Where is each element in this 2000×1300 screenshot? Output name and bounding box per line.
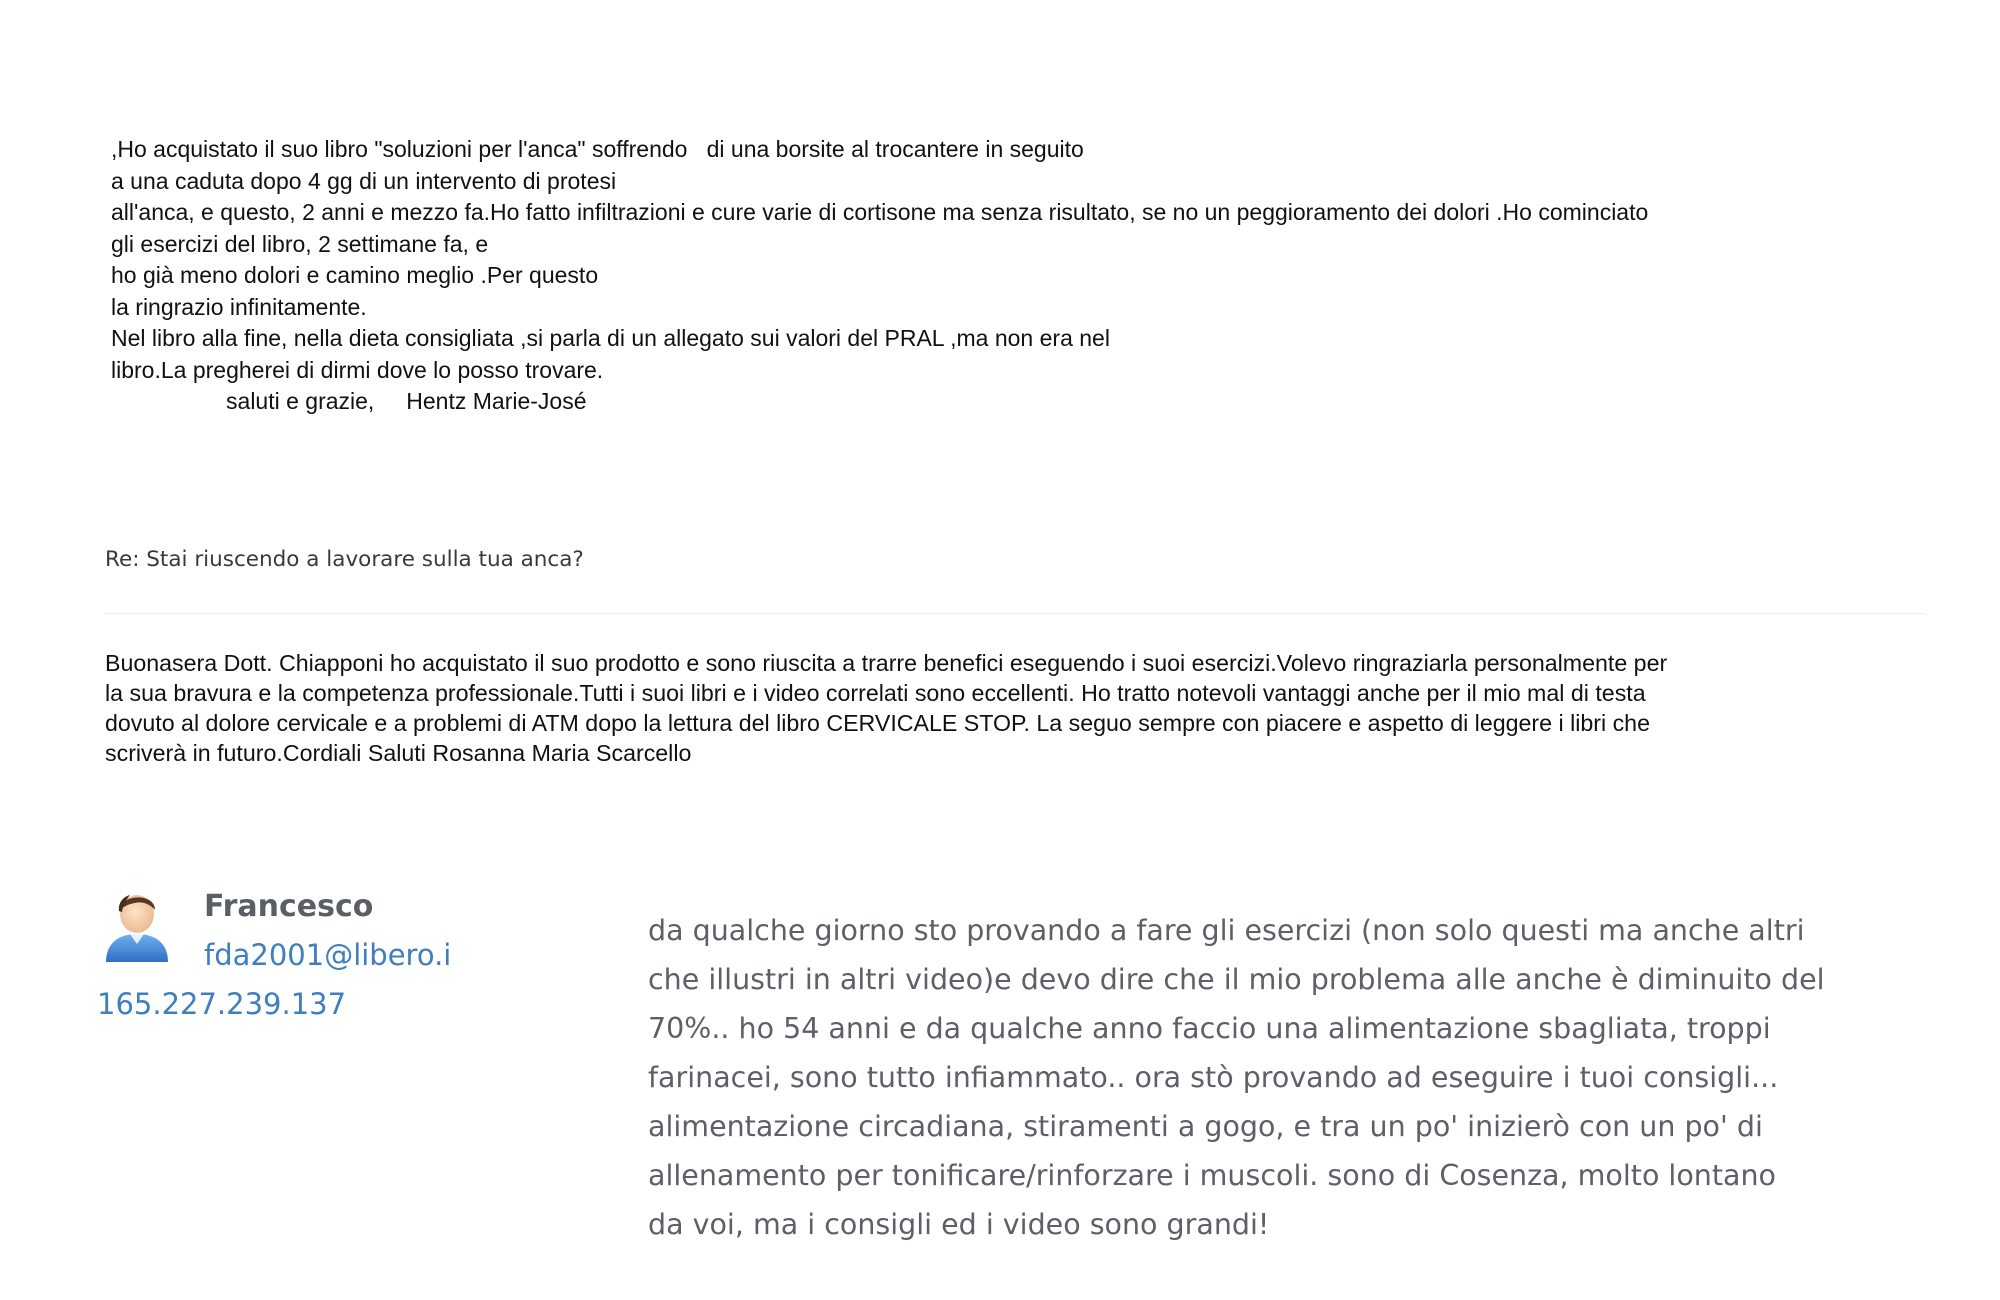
email-body: [105, 648, 1905, 768]
letter-line: Nel libro alla fine, nella dieta consigliata ,si parla di un allegato sui valori del PRAL ,ma non era nel: [111, 325, 1110, 351]
email-body-line: la sua bravura e la competenza professionale.Tutti i suoi libri e i video correlati sono eccellenti. Ho tratto notevoli vantaggi anche per il mio mal di testa: [105, 680, 1646, 706]
comment-line: che illustri in altri video)e devo dire che il mio problema alle anche è diminuito del: [648, 963, 1825, 996]
letter-line: ,Ho acquistato il suo libro "soluzioni per l'anca" soffrendo di una borsite al trocantere in seguito: [111, 136, 1084, 162]
letter-line: libro.La pregherei di dirmi dove lo posso trovare.: [111, 356, 604, 383]
user-avatar-icon: [102, 884, 172, 964]
letter-line: gli esercizi del libro, 2 settimane fa, e: [111, 230, 489, 257]
comment-line: allenamento per tonificare/rinforzare i muscoli. sono di Cosenza, molto lontano: [648, 1159, 1776, 1192]
letter-text: [111, 134, 1941, 418]
letter-line: ho già meno dolori e camino meglio .Per questo: [111, 262, 599, 288]
email-body-line: Buonasera Dott. Chiapponi ho acquistato il suo prodotto e sono riuscita a trarre benefici eseguendo i suoi esercizi.Volevo ringraziarla personalmente per: [105, 650, 1668, 676]
comment-line: farinacei, sono tutto infiammato.. ora stò provando ad eseguire i tuoi consigli...: [648, 1061, 1779, 1094]
comment-line: 70%.. ho 54 anni e da qualche anno faccio una alimentazione sbagliata, troppi: [648, 1012, 1771, 1045]
letter-line: all'anca, e questo, 2 anni e mezzo fa.Ho fatto infiltrazioni e cure varie di cortisone ma senza risultato, se no un peggioramento dei dolori .Ho cominciato: [111, 199, 1649, 225]
commenter-ip-link[interactable]: 165.227.239.137: [97, 987, 347, 1021]
email-subject: Re: Stai riuscendo a lavorare sulla tua anca?: [105, 547, 584, 572]
comment-line: alimentazione circadiana, stiramenti a gogo, e tra un po' inizierò con un po' di: [648, 1110, 1763, 1143]
commenter-email-link[interactable]: fda2001@libero.i: [204, 938, 452, 972]
comment-line: da qualche giorno sto provando a fare gli esercizi (non solo questi ma anche altri: [648, 914, 1805, 947]
letter-line: saluti e grazie, Hentz Marie-José: [111, 388, 587, 414]
commenter-name: Francesco: [204, 889, 374, 924]
comment-line: da voi, ma i consigli ed i video sono grandi!: [648, 1208, 1270, 1241]
email-body-line: scriverà in futuro.Cordiali Saluti Rosanna Maria Scarcello: [105, 740, 692, 766]
comment-text: [648, 906, 1968, 1249]
letter-line: a una caduta dopo 4 gg di un intervento di protesi: [111, 167, 617, 194]
letter-line: la ringrazio infinitamente.: [111, 293, 367, 320]
email-body-line: dovuto al dolore cervicale e a problemi di ATM dopo la lettura del libro CERVICALE STOP. La seguo sempre con piacere e aspetto di leggere i libri che: [105, 710, 1650, 736]
email-divider: [105, 613, 1925, 614]
